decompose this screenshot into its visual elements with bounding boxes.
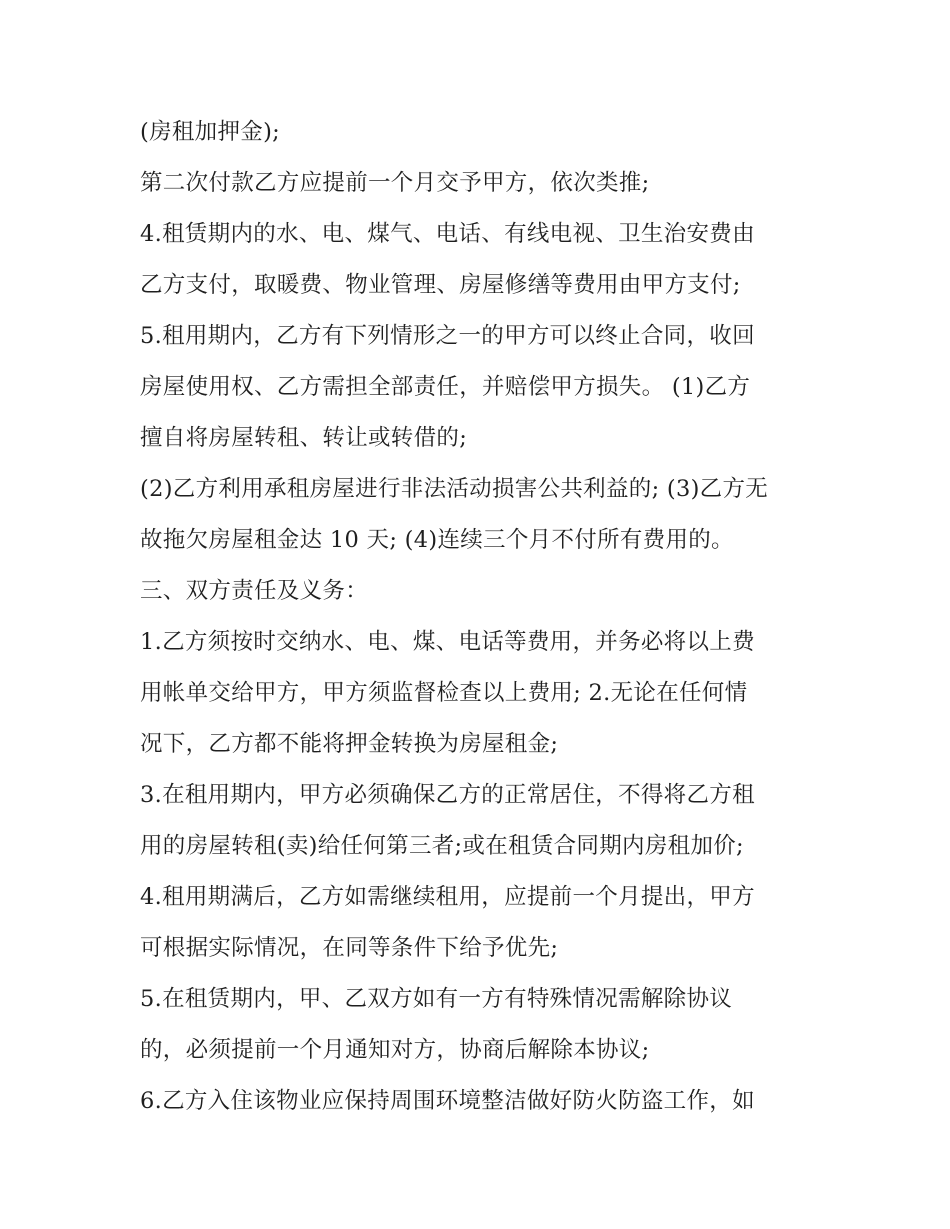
text-line: 况下，乙方都不能将押金转换为房屋租金;	[140, 731, 559, 757]
text-line: (房租加押金);	[140, 119, 281, 145]
text-line: 5.在租赁期内，甲、乙双方如有一方有特殊情况需解除协议	[140, 986, 733, 1012]
text-line: 4.租用期满后，乙方如需继续租用，应提前一个月提出，甲方	[140, 884, 755, 910]
text-line: 5.租用期内，乙方有下列情形之一的甲方可以终止合同，收回	[140, 323, 755, 349]
section-heading: 三、双方责任及义务：	[140, 578, 369, 604]
text-line: 用的房屋转租(卖)给任何第三者;或在租赁合同期内房租加价;	[140, 833, 744, 859]
text-line: 可根据实际情况，在同等条件下给予优先;	[140, 935, 559, 961]
text-line: 故拖欠房屋租金达 10 天; (4)连续三个月不付所有费用的。	[140, 527, 734, 553]
text-line: 擅自将房屋转租、转让或转借的;	[140, 425, 468, 451]
text-line: 4.租赁期内的水、电、煤气、电话、有线电视、卫生治安费由	[140, 221, 755, 247]
text-line: 用帐单交给甲方，甲方须监督检查以上费用; 2.无论在任何情	[140, 680, 748, 706]
text-line: 1.乙方须按时交纳水、电、煤、电话等费用，并务必将以上费	[140, 629, 755, 655]
text-line: (2)乙方利用承租房屋进行非法活动损害公共利益的; (3)乙方无	[140, 476, 769, 502]
text-line: 第二次付款乙方应提前一个月交予甲方，依次类推;	[140, 170, 650, 196]
text-line: 3.在租用期内，甲方必须确保乙方的正常居住，不得将乙方租	[140, 782, 755, 808]
text-line: 乙方支付，取暖费、物业管理、房屋修缮等费用由甲方支付;	[140, 272, 741, 298]
text-line: 6.乙方入住该物业应保持周围环境整洁做好防火防盗工作，如	[140, 1088, 755, 1114]
text-line: 房屋使用权、乙方需担全部责任，并赔偿甲方损失。 (1)乙方	[140, 374, 751, 400]
text-line: 的，必须提前一个月通知对方，协商后解除本协议;	[140, 1037, 650, 1063]
document-body	[140, 107, 820, 1127]
